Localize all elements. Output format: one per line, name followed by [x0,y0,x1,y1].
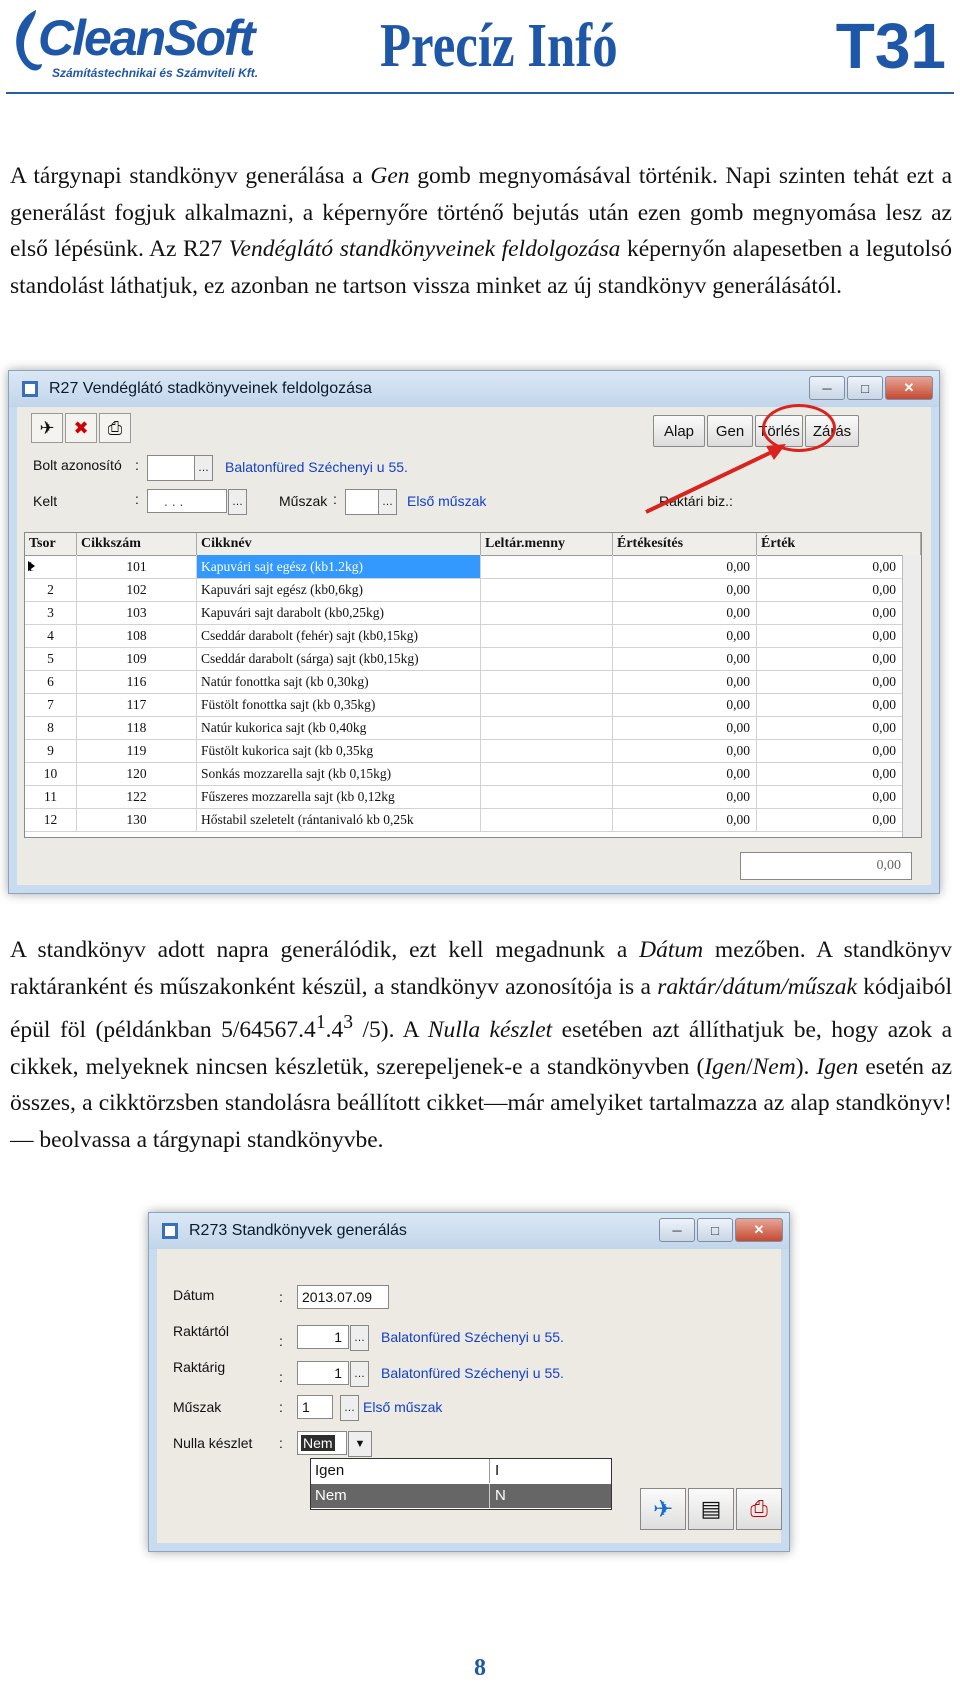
window-title: R273 Standkönyvek generálás [189,1222,407,1239]
raktarig-label: Raktárig [173,1359,226,1375]
table-cell [481,670,613,693]
app-icon [161,1222,179,1240]
grid-header [25,533,921,556]
table-cell: 116 [77,670,197,693]
standkonyv-grid [24,532,922,838]
table-cell: 9 [25,739,77,762]
table-cell: 8 [25,716,77,739]
table-row[interactable] [25,601,903,625]
cleansoft-logo [6,6,268,88]
muszak-lookup-button[interactable]: … [340,1395,359,1421]
table-cell: 0,00 [613,785,757,808]
nulla-keszlet-label: Nulla készlet [173,1435,253,1451]
kelt-lookup-button[interactable]: … [228,489,247,515]
table-cell: 6 [25,670,77,693]
kelt-label: Kelt [33,493,58,509]
table-cell: 0,00 [613,739,757,762]
table-cell: 102 [77,578,197,601]
bolt-input[interactable] [147,455,195,481]
table-cell: 0,00 [613,693,757,716]
table-cell: 0,00 [613,762,757,785]
table-cell: 0,00 [757,578,903,601]
torles-button[interactable]: Törlés [755,415,803,447]
muszak-name: Első műszak [363,1399,443,1415]
muszak-lookup-button[interactable]: … [378,489,397,515]
bolt-label: Bolt azonosító [33,457,122,473]
close-button[interactable]: ✕ [885,376,933,400]
list-icon: ▤ [700,1496,722,1521]
table-cell [481,739,613,762]
run-button[interactable] [640,1488,686,1530]
table-cell: 119 [77,739,197,762]
alap-button[interactable]: Alap [653,415,705,447]
table-cell [481,693,613,716]
table-cell: 11 [25,785,77,808]
grid-scrollbar[interactable] [902,555,921,837]
nulla-keszlet-options [310,1458,612,1510]
title-bar [9,371,939,407]
table-cell: Sonkás mozzarella sajt (kb 0,15kg) [197,762,481,785]
table-cell: 103 [77,601,197,624]
intro-paragraph: A tárgynapi standkönyv generálása a Gen gomb megnyomásával történik. Napi szinten tehát ezt a generálást fogjuk alkalmazni, a képernyőre történő bejutás után ezen gomb megnyomása lesz az első lépésünk. Az R27 Vendéglátó standkönyveinek feldolgozása képernyőn alapesetben a legutolsó standolást láthatjuk, ez azonban ne tartson vissza minket az új standkönyv generálásától. [10,163,953,299]
table-cell: 109 [77,647,197,670]
table-cell: 7 [25,693,77,716]
table-row[interactable] [25,555,903,579]
table-cell: 122 [77,785,197,808]
table-cell: 0,00 [757,693,903,716]
muszak-label: Műszak [279,493,328,509]
table-cell: 0,00 [613,601,757,624]
nulla-keszlet-dropdown-button[interactable] [348,1431,372,1457]
table-cell: Natúr kukorica sajt (kb 0,40kg [197,716,481,739]
window-body: ✈ ✖ ⎙ Alap Gen Törlés Zárás Bolt azonosító : … Balatonfüred Széchenyi u 55. Kelt : . . . … Műszak : … Első műszak Raktári biz.: [17,407,931,885]
table-cell: Cseddár darabolt (sárga) sajt (kb0,15kg) [197,647,481,670]
table-cell: 0,00 [757,762,903,785]
col-cikkszam[interactable]: Cikkszám [77,533,197,555]
gen-button[interactable]: Gen [707,415,753,447]
table-row[interactable] [25,716,903,740]
printer-icon: ⎙ [750,1496,768,1521]
document-code: T31 [835,10,946,82]
table-cell: Cseddár darabolt (fehér) sajt (kb0,15kg) [197,624,481,647]
table-cell: 0,00 [613,716,757,739]
muszak-label: Műszak [173,1399,222,1415]
table-cell: Füstölt kukorica sajt (kb 0,35kg [197,739,481,762]
table-cell: 101 [77,555,197,578]
table-cell: 117 [77,693,197,716]
table-cell: 118 [77,716,197,739]
red-arrow-icon [640,438,790,518]
table-cell: Kapuvári sajt egész (kb1.2kg) [197,555,481,578]
table-cell: 10 [25,762,77,785]
bolt-name: Balatonfüred Széchenyi u 55. [225,459,408,475]
table-cell: Kapuvári sajt darabolt (kb0,25kg) [197,601,481,624]
row-pointer-icon [28,561,35,571]
table-cell: 3 [25,601,77,624]
muszak-input[interactable]: 1 [297,1395,333,1419]
table-cell: 12 [25,808,77,831]
table-row[interactable] [25,808,903,832]
table-row[interactable] [25,624,903,648]
table-cell [481,647,613,670]
raktartol-label: Raktártól [173,1323,230,1339]
table-cell: 0,00 [757,716,903,739]
table-cell: 0,00 [757,601,903,624]
table-cell [481,762,613,785]
table-cell: Hőstabil szeletelt (rántanivaló kb 0,25k [197,808,481,831]
table-cell: Kapuvári sajt egész (kb0,6kg) [197,578,481,601]
raktarig-lookup-button[interactable]: … [350,1361,369,1387]
table-cell: 0,00 [613,578,757,601]
table-cell: 0,00 [757,808,903,831]
table-cell: 0,00 [613,624,757,647]
logo-subtitle: Számítástechnikai és Számviteli Kft. [52,66,259,80]
sum-field: 0,00 [740,852,912,880]
option-nem[interactable]: Nem N [311,1484,611,1508]
muszak-name: Első műszak [407,493,487,509]
datum-input[interactable]: 2013.07.09 [297,1285,389,1309]
list-button[interactable] [688,1488,734,1530]
table-cell: 0,00 [757,624,903,647]
table-cell: Natúr fonottka sajt (kb 0,30kg) [197,670,481,693]
maximize-button[interactable]: □ [847,376,883,400]
table-cell: 0,00 [613,555,757,578]
table-row[interactable] [25,647,903,671]
chevron-down-icon: ▼ [354,1438,366,1450]
raktarig-name: Balatonfüred Széchenyi u 55. [381,1365,564,1381]
table-cell: Fűszeres mozzarella sajt (kb 0,12kg [197,785,481,808]
datum-label: Dátum [173,1287,215,1303]
table-cell: 0,00 [757,785,903,808]
table-cell: 1 [25,555,77,578]
maximize-button[interactable]: □ [697,1218,733,1242]
table-cell [481,601,613,624]
table-cell: 0,00 [613,808,757,831]
raktartol-lookup-button[interactable]: … [350,1325,369,1351]
col-leltar[interactable]: Leltár.menny [481,533,613,555]
raktarig-input[interactable]: 1 [297,1361,349,1385]
title-bar [149,1213,789,1249]
table-cell [481,808,613,831]
table-cell: 0,00 [757,647,903,670]
table-row[interactable] [25,578,903,602]
table-cell [481,624,613,647]
table-cell [481,578,613,601]
table-cell: 0,00 [757,739,903,762]
raktartol-name: Balatonfüred Széchenyi u 55. [381,1329,564,1345]
table-row[interactable] [25,785,903,809]
table-cell: 4 [25,624,77,647]
table-row[interactable] [25,739,903,763]
table-cell: Füstölt fonottka sajt (kb 0,35kg) [197,693,481,716]
table-cell: 0,00 [613,670,757,693]
page-number: 8 [474,1655,486,1681]
table-cell: 120 [77,762,197,785]
table-cell [481,716,613,739]
print-icon-button[interactable] [99,413,131,443]
kelt-input[interactable]: . . . [147,489,227,513]
printer-icon: ⎙ [107,417,123,438]
table-row[interactable] [25,670,903,694]
table-row[interactable] [25,762,903,786]
col-ertek[interactable]: Érték [757,533,921,555]
header-rule [6,92,954,94]
brand-title: Precíz Infó [380,12,618,80]
raktari-biz-label: Raktári biz.: [659,493,733,509]
app-icon [21,380,39,398]
col-cikknev[interactable]: Cikknév [197,533,481,555]
explanation-paragraph: A standkönyv adott napra generálódik, ezt kell megadnunk a Dátum mezőben. A standkönyv raktáranként és műszakonként készül, a standkönyv azonosítója is a raktár/dátum/műszak kódjaiból épül föl (példánkban $5/64567.4^1.4^3$ /5). A Nulla készlet esetében azt állíthatjuk be, hogy azok a cikkek, melyeknek nincsen készletük, szerepeljenek-e a standkönyvben (Igen/Nem). Igen esetén az összes, a cikktörzsben standolásra beállított cikket—már amelyiket tartalmazza az alap standkönyv!— beolvassa a tárgynapi standkönyvbe. [10,937,953,1153]
col-tsor[interactable]: Tsor [25,533,77,555]
print-button[interactable] [736,1488,782,1530]
option-igen[interactable]: Igen I [311,1459,611,1483]
table-row[interactable] [25,693,903,717]
table-cell [481,555,613,578]
logo-text: CleanSoft [38,10,254,66]
close-button[interactable]: ✕ [735,1218,783,1242]
table-cell: 0,00 [757,670,903,693]
table-cell: 0,00 [757,555,903,578]
nulla-keszlet-select[interactable]: Nem [297,1431,347,1455]
runner-icon: ✈ [652,1496,674,1523]
bolt-lookup-button[interactable]: … [194,455,213,481]
table-cell: 130 [77,808,197,831]
window-title: R27 Vendéglátó stadkönyveinek feldolgozása [49,380,372,397]
run-icon-button[interactable] [31,413,63,443]
zaras-button[interactable]: Zárás [805,415,859,447]
table-cell: 108 [77,624,197,647]
table-cell: 2 [25,578,77,601]
delete-icon-button[interactable] [65,413,97,443]
minimize-button[interactable]: ─ [659,1218,695,1242]
window-body: Dátum : 2013.07.09 Raktártól : 1 … Balatonfüred Széchenyi u 55. Raktárig : 1 … Balatonfüred Széchenyi u 55. Műszak : 1 … Első műszak Nulla készlet : Nem ▼ [157,1249,781,1543]
table-cell [481,785,613,808]
raktartol-input[interactable]: 1 [297,1325,349,1349]
col-ertekesites[interactable]: Értékesítés [613,533,757,555]
minimize-button[interactable]: ─ [809,376,845,400]
runner-icon: ✈ [39,417,55,438]
table-cell: 0,00 [613,647,757,670]
red-x-icon: ✖ [73,417,89,438]
table-cell: 5 [25,647,77,670]
muszak-input[interactable] [345,489,379,515]
